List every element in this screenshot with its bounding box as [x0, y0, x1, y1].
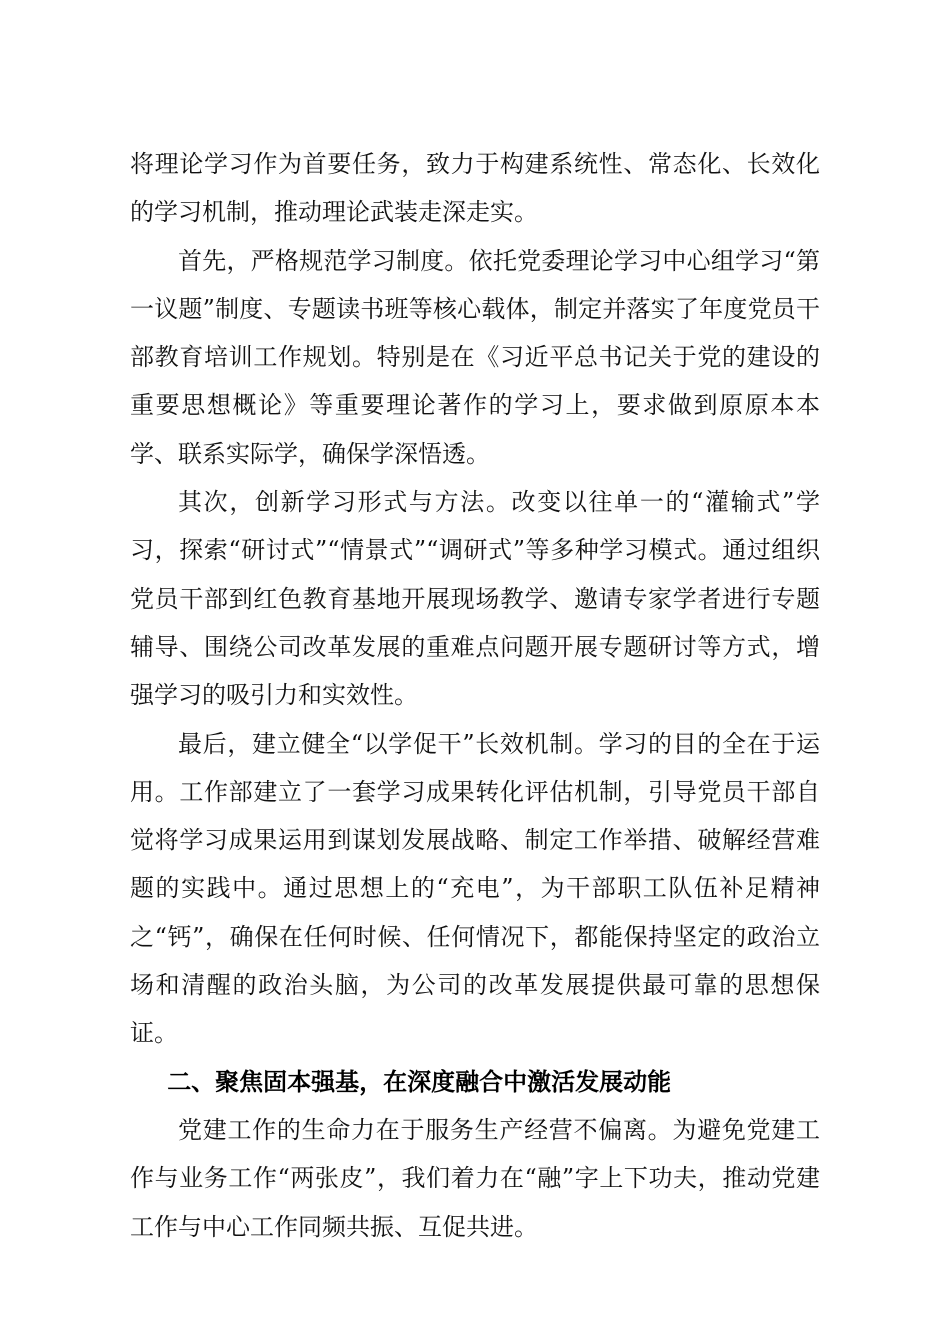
paragraph-study-methods: 其次，创新学习形式与方法。改变以往单一的“灌输式”学习，探索“研讨式”“情景式”“调研式”等多种学习模式。通过组织党员干部到红色教育基地开展现场教学、邀请专家学者进行专题辅导、围绕公司改革发展的重难点问题开展专题研讨等方式，增强学习的吸引力和实效性。 — [130, 488, 820, 710]
section-heading: 二、聚焦固本强基，在深度融合中激活发展动能 — [167, 1067, 672, 1096]
document-body — [130, 140, 820, 1251]
paragraph-integration-intro: 党建工作的生命力在于服务生产经营不偏离。为避免党建工作与业务工作“两张皮”，我们着力在“融”字上下功夫，推动党建工作与中心工作同频共振、互促共进。 — [130, 1115, 820, 1241]
paragraph-study-mechanism: 最后，建立健全“以学促干”长效机制。学习的目的全在于运用。工作部建立了一套学习成果转化评估机制，引导党员干部自觉将学习成果运用到谋划发展战略、制定工作举措、破解经营难题的实践中。通过思想上的“充电”，为干部职工队伍补足精神之“钙”，确保在任何时候、任何情况下，都能保持坚定的政治立场和清醒的政治头脑，为公司的改革发展提供最可靠的思想保证。 — [130, 729, 820, 1048]
paragraph-continuation: 将理论学习作为首要任务，致力于构建系统性、常态化、长效化的学习机制，推动理论武装走深走实。 — [130, 150, 820, 227]
paragraph-study-system: 首先，严格规范学习制度。依托党委理论学习中心组学习“第一议题”制度、专题读书班等核心载体，制定并落实了年度党员干部教育培训工作规划。特别是在《习近平总书记关于党的建设的重要思想概论》等重要理论著作的学习上，要求做到原原本本学、联系实际学，确保学深悟透。 — [130, 246, 820, 468]
